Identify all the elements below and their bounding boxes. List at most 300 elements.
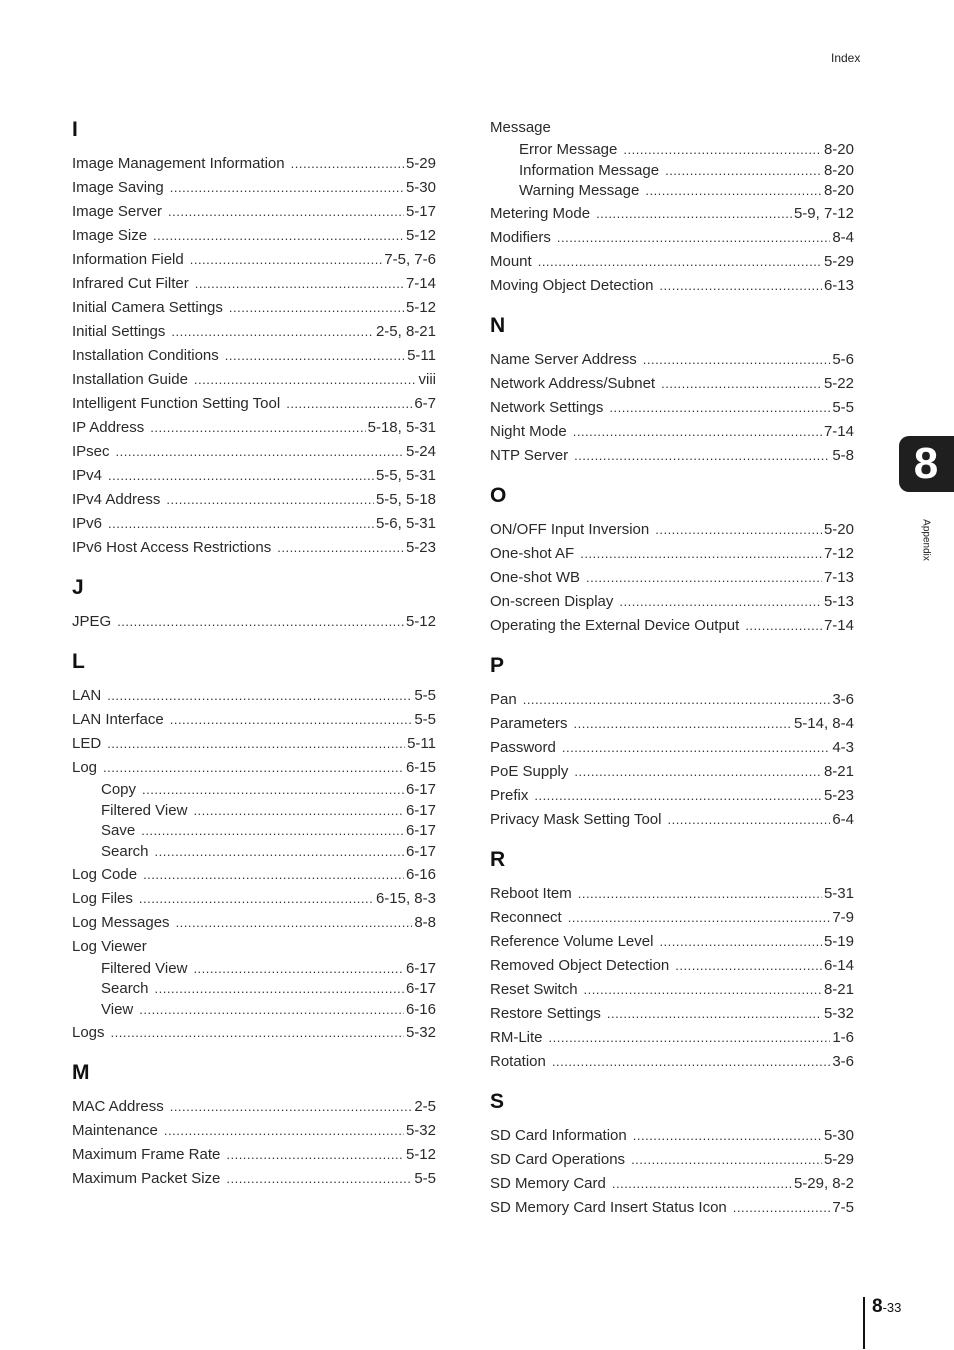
index-page-ref: 5-14, 8-4: [793, 715, 854, 733]
index-page-ref: 2-5, 8-21: [375, 323, 436, 340]
index-term: IPsec: [72, 443, 110, 460]
index-page-ref: 6-17: [405, 980, 436, 998]
index-term: Initial Camera Settings: [72, 299, 223, 316]
dot-leader: [193, 801, 404, 822]
index-page-ref: 5-22: [823, 375, 854, 393]
dot-leader: [659, 274, 822, 298]
index-subentry: [72, 801, 436, 822]
index-page-ref: 5-29: [823, 1151, 854, 1169]
index-entry: [490, 518, 854, 542]
dot-leader: [108, 464, 374, 488]
index-term: Message: [490, 119, 551, 136]
index-term: SD Memory Card Insert Status Icon: [490, 1199, 727, 1217]
dot-leader: [225, 344, 405, 368]
index-entry: [72, 152, 436, 176]
dot-leader: [171, 320, 374, 344]
index-subentry: [72, 842, 436, 863]
index-page-ref: 5-11: [407, 735, 436, 752]
index-term: Password: [490, 739, 556, 757]
index-page-ref: 8-8: [414, 913, 436, 931]
index-entry: [490, 274, 854, 298]
dot-leader: [667, 808, 830, 832]
index-term: Privacy Mask Setting Tool: [490, 811, 662, 829]
index-term: MAC Address: [72, 1097, 164, 1115]
index-term: Maximum Packet Size: [72, 1169, 221, 1187]
index-page-ref: 4-3: [832, 739, 854, 757]
index-page-ref: 5-5, 5-31: [375, 467, 436, 484]
index-page-ref: 6-7: [414, 395, 436, 412]
index-term: Parameters: [490, 715, 568, 733]
index-page-ref: 5-8: [832, 447, 854, 465]
index-page-ref: 8-20: [823, 182, 854, 200]
dot-leader: [150, 416, 365, 440]
index-entry: [490, 1148, 854, 1172]
index-term: Warning Message: [519, 182, 640, 200]
dot-leader: [286, 392, 412, 416]
index-subentry: [72, 780, 436, 801]
index-subentry: [72, 821, 436, 842]
index-term: NTP Server: [490, 447, 569, 465]
index-entry: [72, 911, 436, 935]
index-entry: [72, 224, 436, 248]
index-page-ref: 6-17: [405, 843, 436, 861]
index-page-ref: 8-21: [823, 763, 854, 781]
index-entry: [490, 116, 854, 140]
index-term: Pan: [490, 691, 517, 709]
dot-leader: [108, 512, 374, 536]
index-letter-heading: M: [72, 1060, 90, 1084]
index-term: Removed Object Detection: [490, 957, 670, 975]
index-term: Image Size: [72, 227, 148, 244]
index-term: RM-Lite: [490, 1029, 543, 1047]
index-page-ref: 5-24: [405, 443, 436, 460]
index-page-ref: 3-6: [832, 1053, 854, 1071]
index-term: Logs: [72, 1023, 105, 1041]
index-term: Image Management Information: [72, 155, 285, 172]
index-page-ref: 5-30: [405, 179, 436, 196]
dot-leader: [549, 1026, 831, 1050]
index-term: LED: [72, 735, 102, 752]
index-entry: [72, 935, 436, 959]
index-term: One-shot WB: [490, 569, 581, 587]
index-letter-heading: R: [490, 848, 506, 872]
index-entry: [490, 420, 854, 444]
dot-leader: [291, 152, 404, 176]
index-page-ref: 7-14: [823, 423, 854, 441]
index-page-ref: 8-20: [823, 141, 854, 158]
index-entry: [72, 684, 436, 708]
index-page-ref: 7-5: [832, 1199, 854, 1217]
index-page-ref: 3-6: [832, 691, 854, 709]
index-term: Rotation: [490, 1053, 546, 1071]
index-page-ref: 7-13: [823, 569, 854, 587]
index-entry: [490, 760, 854, 784]
index-entry: [72, 708, 436, 732]
index-entry: [490, 566, 854, 590]
dot-leader: [103, 756, 404, 780]
dot-leader: [193, 959, 404, 980]
index-entry: [72, 440, 436, 464]
index-term: Initial Settings: [72, 323, 166, 340]
index-term: IPv6 Host Access Restrictions: [72, 539, 272, 556]
index-page-ref: 5-5: [414, 711, 436, 728]
page-number-chapter: 8: [872, 1296, 883, 1317]
index-letter-heading: P: [490, 654, 505, 678]
index-page-ref: 5-23: [405, 539, 436, 556]
index-term: Maintenance: [72, 1121, 158, 1139]
index-page-ref: 5-18, 5-31: [367, 419, 436, 436]
index-subentry: [490, 161, 854, 182]
index-page-ref: 6-15, 8-3: [375, 889, 436, 907]
dot-leader: [226, 1167, 412, 1191]
index-page-ref: 6-17: [405, 781, 436, 798]
index-term: Log Files: [72, 889, 133, 907]
dot-leader: [142, 780, 404, 801]
index-page-ref: 6-16: [405, 1001, 436, 1019]
index-entry: [490, 688, 854, 712]
index-term: Log Code: [72, 865, 138, 883]
index-term: Maximum Frame Rate: [72, 1145, 221, 1163]
dot-leader: [612, 1172, 792, 1196]
dot-leader: [153, 224, 404, 248]
index-page-ref: 5-20: [823, 521, 854, 539]
index-page-ref: 5-6: [832, 351, 854, 369]
dot-leader: [619, 590, 822, 614]
index-entry: [490, 784, 854, 808]
index-page-ref: 5-32: [405, 1121, 436, 1139]
dot-leader: [139, 887, 374, 911]
index-entry: [490, 978, 854, 1002]
index-entry: [72, 488, 436, 512]
index-page-ref: 5-13: [823, 593, 854, 611]
index-term: IPv4 Address: [72, 491, 161, 508]
index-page-ref: 5-32: [823, 1005, 854, 1023]
index-entry: [490, 372, 854, 396]
index-term: Search: [101, 843, 149, 861]
running-header: Index: [831, 51, 861, 65]
index-entry: [490, 444, 854, 468]
index-term: Prefix: [490, 787, 529, 805]
index-entry: [490, 226, 854, 250]
index-entry: [490, 1172, 854, 1196]
index-term: Log Messages: [72, 913, 170, 931]
index-entry: [490, 1124, 854, 1148]
dot-leader: [176, 911, 413, 935]
index-term: Save: [101, 822, 136, 840]
index-entry: [72, 464, 436, 488]
index-page-ref: 6-4: [832, 811, 854, 829]
index-entry: [72, 756, 436, 780]
dot-leader: [168, 200, 404, 224]
index-page-ref: 7-9: [832, 909, 854, 927]
index-entry: [490, 1026, 854, 1050]
dot-leader: [675, 954, 822, 978]
index-subentry: [72, 1000, 436, 1021]
page-number-page: -33: [882, 1300, 902, 1315]
dot-leader: [596, 202, 792, 226]
index-page-ref: 6-16: [405, 865, 436, 883]
index-subentry: [490, 181, 854, 202]
index-subentry: [72, 979, 436, 1000]
index-term: Reboot Item: [490, 885, 572, 903]
index-entry: [490, 736, 854, 760]
dot-leader: [586, 566, 822, 590]
index-page-ref: 6-15: [405, 759, 436, 776]
dot-leader: [107, 684, 412, 708]
dot-leader: [195, 272, 404, 296]
index-page-ref: 5-32: [405, 1023, 436, 1041]
index-entry: [490, 1002, 854, 1026]
page-number: [872, 1296, 901, 1318]
dot-leader: [745, 614, 822, 638]
dot-leader: [277, 536, 404, 560]
index-page-ref: 5-12: [405, 299, 436, 316]
index-term: Information Field: [72, 251, 184, 268]
index-entry: [72, 248, 436, 272]
index-entry: [72, 610, 436, 634]
index-term: Copy: [101, 781, 137, 798]
dot-leader: [141, 821, 404, 842]
index-page-ref: 5-5, 5-18: [375, 491, 436, 508]
index-entry: [72, 1167, 436, 1191]
index-page-ref: 8-4: [832, 229, 854, 247]
index-term: Installation Conditions: [72, 347, 219, 364]
dot-leader: [557, 226, 830, 250]
index-entry: [490, 542, 854, 566]
dot-leader: [574, 712, 792, 736]
index-term: Night Mode: [490, 423, 567, 441]
dot-leader: [645, 181, 822, 202]
dot-leader: [574, 444, 830, 468]
index-page-ref: 7-14: [823, 617, 854, 635]
index-term: Network Address/Subnet: [490, 375, 656, 393]
index-term: Filtered View: [101, 959, 188, 977]
index-term: View: [101, 1001, 134, 1019]
index-entry: [72, 392, 436, 416]
index-entry: [72, 536, 436, 560]
index-page-ref: 6-14: [823, 957, 854, 975]
dot-leader: [623, 140, 822, 161]
index-letter-heading: O: [490, 484, 507, 508]
index-page-ref: 5-30: [823, 1127, 854, 1145]
index-entry: [72, 200, 436, 224]
index-entry: [72, 1095, 436, 1119]
index-term: Network Settings: [490, 399, 604, 417]
index-page-ref: 6-17: [405, 822, 436, 840]
dot-leader: [562, 736, 830, 760]
dot-leader: [143, 863, 404, 887]
index-term: Image Saving: [72, 179, 164, 196]
index-page-ref: viii: [418, 371, 436, 388]
index-page-ref: 5-5: [414, 1169, 436, 1187]
dot-leader: [155, 842, 404, 863]
index-entry: [490, 590, 854, 614]
index-entry: [72, 1119, 436, 1143]
index-term: Log: [72, 759, 98, 776]
index-entry: [490, 1196, 854, 1220]
index-term: PoE Supply: [490, 763, 569, 781]
index-page-ref: 5-29, 8-2: [793, 1175, 854, 1193]
index-term: IPv6: [72, 515, 103, 532]
index-entry: [490, 882, 854, 906]
index-page-ref: 1-6: [832, 1029, 854, 1047]
index-entry: [72, 320, 436, 344]
index-term: Moving Object Detection: [490, 277, 654, 295]
index-entry: [72, 344, 436, 368]
dot-leader: [643, 348, 831, 372]
dot-leader: [607, 1002, 822, 1026]
index-entry: [72, 176, 436, 200]
dot-leader: [633, 1124, 822, 1148]
index-page-ref: 2-5: [414, 1097, 436, 1115]
index-letter-heading: J: [72, 576, 84, 599]
index-entry: [490, 250, 854, 274]
index-entry: [490, 954, 854, 978]
index-term: Log Viewer: [72, 937, 147, 955]
index-page-ref: 5-11: [407, 347, 436, 364]
dot-leader: [111, 1021, 404, 1045]
dot-leader: [538, 250, 822, 274]
index-subentry: [72, 959, 436, 980]
index-page-ref: 5-6, 5-31: [375, 515, 436, 532]
dot-leader: [139, 1000, 404, 1021]
index-term: Modifiers: [490, 229, 551, 247]
index-entry: [490, 930, 854, 954]
index-term: Reconnect: [490, 909, 562, 927]
index-letter-heading: S: [490, 1090, 505, 1114]
dot-leader: [661, 372, 822, 396]
index-page-ref: 6-13: [823, 277, 854, 295]
index-term: LAN: [72, 687, 102, 704]
index-term: Intelligent Function Setting Tool: [72, 395, 281, 412]
index-term: Reset Switch: [490, 981, 578, 999]
index-page-ref: 5-29: [823, 253, 854, 271]
index-term: SD Memory Card: [490, 1175, 606, 1193]
index-term: Restore Settings: [490, 1005, 601, 1023]
index-entry: [72, 1021, 436, 1045]
dot-leader: [580, 542, 822, 566]
index-term: ON/OFF Input Inversion: [490, 521, 650, 539]
index-page-ref: 5-9, 7-12: [793, 205, 854, 223]
index-entry: [72, 296, 436, 320]
index-page-ref: 5-29: [405, 155, 436, 172]
index-page-ref: 6-17: [405, 959, 436, 977]
index-page-ref: 5-17: [405, 203, 436, 220]
index-term: Installation Guide: [72, 371, 188, 388]
index-term: Metering Mode: [490, 205, 591, 223]
index-term: Image Server: [72, 203, 163, 220]
index-term: Reference Volume Level: [490, 933, 654, 951]
dot-leader: [166, 488, 374, 512]
folio-rule: [863, 1297, 865, 1349]
index-term: Name Server Address: [490, 351, 637, 369]
index-column-left: [72, 116, 436, 1191]
index-term: One-shot AF: [490, 545, 575, 563]
dot-leader: [523, 688, 831, 712]
index-page-ref: 5-12: [405, 613, 436, 630]
index-page-ref: 8-21: [823, 981, 854, 999]
index-entry: [72, 887, 436, 911]
index-entry: [490, 348, 854, 372]
index-entry: [72, 1143, 436, 1167]
dot-leader: [164, 1119, 404, 1143]
dot-leader: [226, 1143, 404, 1167]
index-term: LAN Interface: [72, 711, 164, 728]
index-entry: [72, 368, 436, 392]
index-entry: [490, 202, 854, 226]
index-page-ref: 7-14: [405, 275, 436, 292]
index-subentry: [490, 140, 854, 161]
dot-leader: [665, 161, 822, 182]
chapter-tab-number: 8: [913, 439, 939, 488]
index-entry: [490, 906, 854, 930]
index-entry: [72, 732, 436, 756]
index-term: On-screen Display: [490, 593, 614, 611]
index-term: Operating the External Device Output: [490, 617, 740, 635]
dot-leader: [573, 420, 822, 444]
dot-leader: [584, 978, 822, 1002]
dot-leader: [733, 1196, 831, 1220]
dot-leader: [552, 1050, 830, 1074]
index-term: Search: [101, 980, 149, 998]
index-page-ref: 6-17: [405, 801, 436, 819]
index-entry: [490, 396, 854, 420]
index-letter-heading: N: [490, 314, 506, 338]
index-entry: [72, 863, 436, 887]
index-page-ref: 5-31: [823, 885, 854, 903]
dot-leader: [170, 176, 404, 200]
dot-leader: [568, 906, 831, 930]
index-term: Error Message: [519, 141, 618, 158]
index-term: Information Message: [519, 161, 660, 179]
dot-leader: [190, 248, 383, 272]
index-page-ref: 5-12: [405, 1145, 436, 1163]
index-column-right: [490, 116, 854, 1220]
dot-leader: [659, 930, 822, 954]
index-term: Filtered View: [101, 801, 188, 819]
index-term: SD Card Operations: [490, 1151, 626, 1169]
index-entry: [72, 416, 436, 440]
dot-leader: [155, 979, 404, 1000]
index-page-ref: 5-5: [832, 399, 854, 417]
dot-leader: [574, 760, 822, 784]
index-letter-heading: L: [72, 650, 85, 673]
index-term: Infrared Cut Filter: [72, 275, 189, 292]
index-term: IP Address: [72, 419, 145, 436]
index-letter-heading: I: [72, 118, 78, 141]
dot-leader: [631, 1148, 822, 1172]
index-entry: [72, 272, 436, 296]
dot-leader: [117, 610, 404, 634]
index-page-ref: 5-5: [414, 687, 436, 704]
index-page-ref: 5-12: [405, 227, 436, 244]
index-page-ref: 8-20: [823, 161, 854, 179]
index-page-ref: 7-12: [823, 545, 854, 563]
dot-leader: [116, 440, 404, 464]
index-term: Mount: [490, 253, 532, 271]
dot-leader: [578, 882, 822, 906]
index-term: JPEG: [72, 613, 112, 630]
index-entry: [490, 1050, 854, 1074]
dot-leader: [534, 784, 822, 808]
dot-leader: [107, 732, 405, 756]
dot-leader: [229, 296, 404, 320]
dot-leader: [170, 708, 413, 732]
index-term: SD Card Information: [490, 1127, 627, 1145]
index-page-ref: 7-5, 7-6: [384, 251, 436, 268]
index-entry: [490, 808, 854, 832]
index-page-ref: 5-23: [823, 787, 854, 805]
